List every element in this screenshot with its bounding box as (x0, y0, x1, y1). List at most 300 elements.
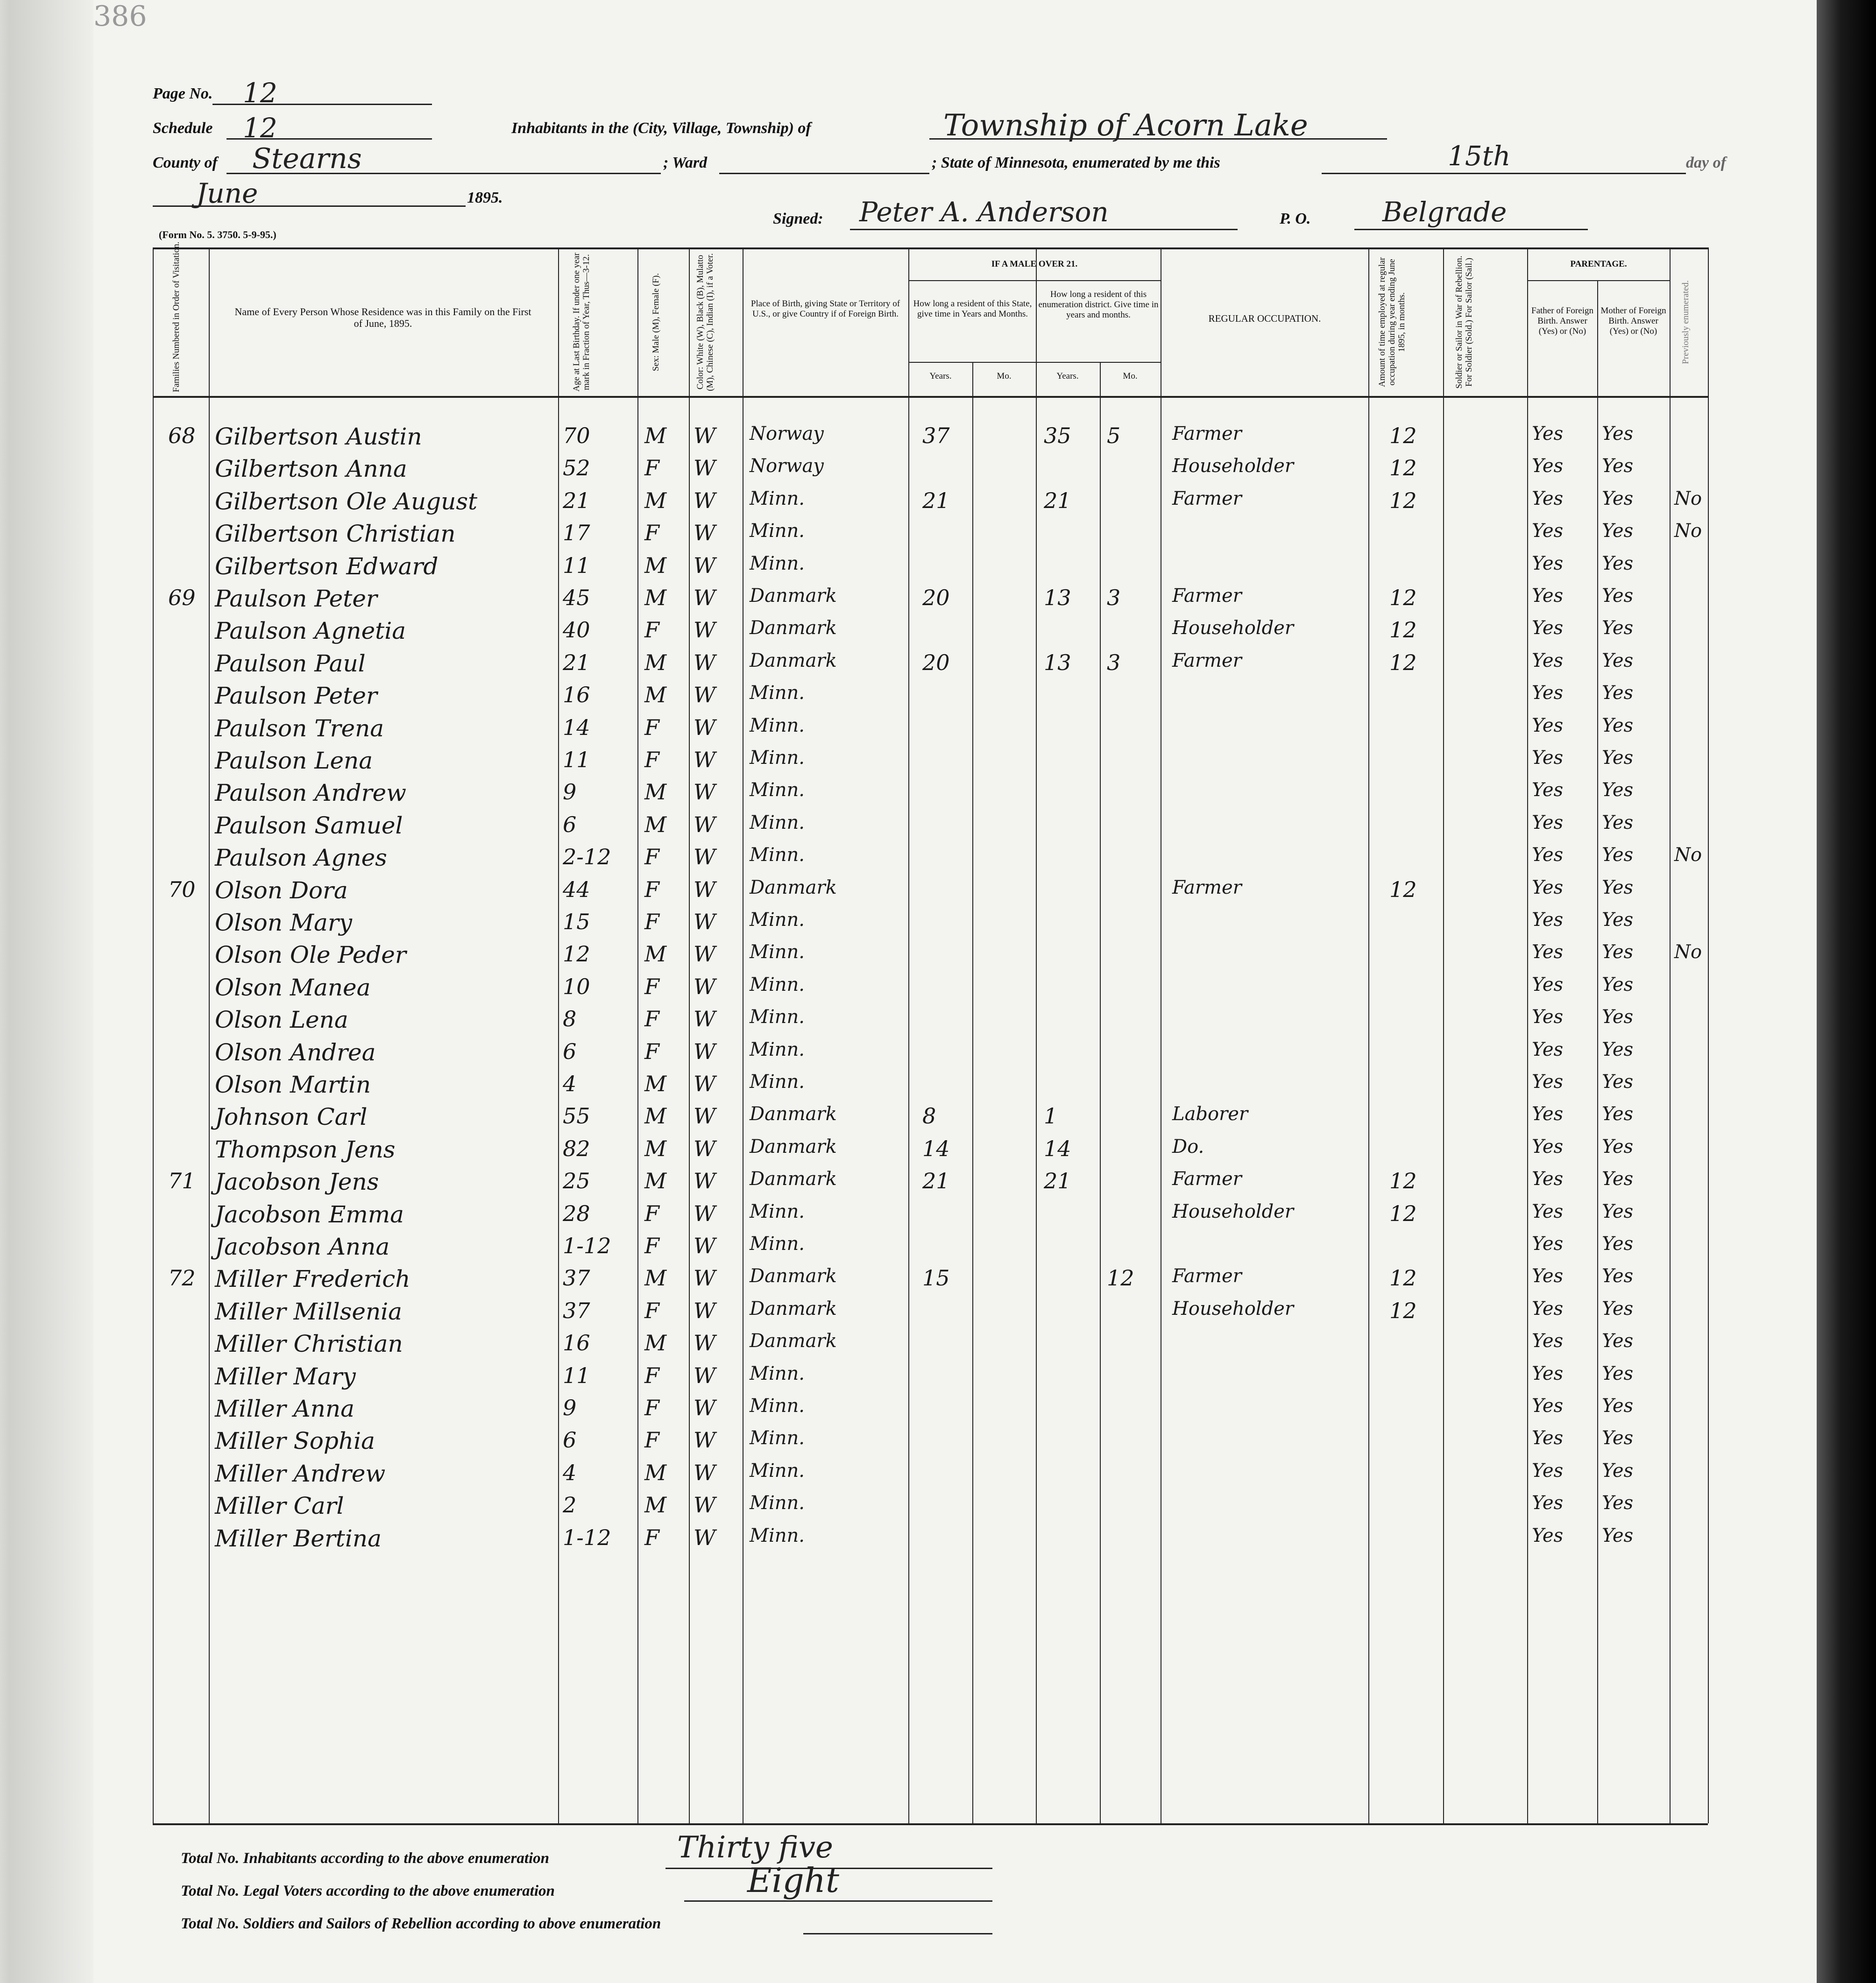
state-years-cell: 15 (922, 1265, 950, 1291)
birthplace-cell: Minn. (750, 1006, 805, 1028)
occupation-cell: Farmer (1172, 487, 1242, 509)
table-row (0, 1165, 1817, 1198)
mother-foreign-cell: Yes (1602, 1524, 1634, 1546)
person-name-cell: Jacobson Anna (215, 1233, 390, 1260)
person-name-cell: Paulson Samuel (215, 812, 403, 839)
birthplace-cell: Minn. (750, 779, 805, 801)
birthplace-cell: Danmark (750, 585, 837, 607)
person-name-cell: Olson Mary (215, 909, 352, 936)
mother-foreign-cell: Yes (1602, 1460, 1634, 1482)
state-years-cell: 8 (922, 1103, 936, 1129)
occupation-cell: Farmer (1172, 876, 1242, 898)
age-cell: 1-12 (563, 1524, 611, 1550)
schedule-value: 12 (243, 112, 277, 144)
color-cell: W (694, 1460, 716, 1485)
birthplace-cell: Minn. (750, 1460, 805, 1482)
table-row (0, 614, 1817, 647)
sex-cell: M (644, 552, 667, 578)
color-cell: W (694, 1524, 716, 1550)
mother-foreign-cell: Yes (1602, 649, 1634, 671)
col-occupation: REGULAR OCCUPATION. (1208, 313, 1321, 324)
table-row (0, 1295, 1817, 1327)
county-value: Stearns (252, 142, 362, 175)
previously-enumerated-cell: No (1674, 487, 1702, 509)
age-cell: 16 (563, 1330, 590, 1356)
occupation-cell: Laborer (1172, 1103, 1248, 1125)
age-cell: 6 (563, 1427, 577, 1453)
mother-foreign-cell: Yes (1602, 1265, 1634, 1287)
occupation-cell: Farmer (1172, 1168, 1242, 1190)
father-foreign-cell: Yes (1532, 1362, 1564, 1384)
family-number-cell: 72 (168, 1265, 196, 1291)
table-row (0, 1101, 1817, 1133)
person-name-cell: Paulson Andrew (215, 779, 406, 807)
birthplace-cell: Minn. (750, 1492, 805, 1514)
months-employed-cell: 12 (1389, 487, 1417, 513)
person-name-cell: Olson Manea (215, 974, 371, 1001)
mother-foreign-cell: Yes (1602, 714, 1634, 736)
color-cell: W (694, 747, 716, 772)
table-row (0, 1425, 1817, 1457)
township-value: Township of Acorn Lake (943, 108, 1308, 143)
person-name-cell: Jacobson Jens (215, 1168, 379, 1196)
color-cell: W (694, 1492, 716, 1518)
page-no-label: Page No. (153, 85, 213, 102)
table-header-border (153, 396, 1708, 398)
col-birthplace: Place of Birth, giving State or Territory of U.S., or give Country if of Foreign Birth. (750, 299, 900, 319)
table-top-border (153, 247, 1708, 249)
father-foreign-cell: Yes (1532, 1395, 1564, 1417)
district-years-cell: 35 (1044, 423, 1071, 448)
sex-cell: F (644, 747, 659, 772)
sex-cell: M (644, 941, 667, 967)
day-value: 15th (1448, 140, 1511, 172)
person-name-cell: Paulson Peter (215, 585, 377, 612)
birthplace-cell: Danmark (750, 1298, 837, 1320)
color-cell: W (694, 1362, 716, 1388)
mother-foreign-cell: Yes (1602, 1395, 1634, 1417)
col-mother: Mother of Foreign Birth. Answer (Yes) or (No) (1600, 306, 1666, 336)
person-name-cell: Gilbertson Ole August (215, 487, 478, 515)
color-cell: W (694, 1265, 716, 1291)
color-cell: W (694, 1427, 716, 1453)
mother-foreign-cell: Yes (1602, 909, 1634, 931)
color-cell: W (694, 812, 716, 837)
state-years-cell: 14 (922, 1136, 950, 1161)
color-cell: W (694, 876, 716, 902)
col-father: Father of Foreign Birth. Answer (Yes) or (No) (1531, 306, 1593, 336)
sex-cell: M (644, 649, 667, 675)
occupation-cell: Householder (1172, 455, 1294, 477)
mother-foreign-cell: Yes (1602, 1168, 1634, 1190)
person-name-cell: Miller Carl (215, 1492, 344, 1520)
mother-foreign-cell: Yes (1602, 844, 1634, 866)
sex-cell: F (644, 520, 659, 546)
birthplace-cell: Danmark (750, 1103, 837, 1125)
person-name-cell: Miller Andrew (215, 1460, 386, 1487)
birthplace-cell: Minn. (750, 747, 805, 769)
inhabitants-label: Inhabitants in the (City, Village, Township) of (511, 120, 811, 137)
age-cell: 44 (563, 876, 590, 902)
father-foreign-cell: Yes (1532, 1168, 1564, 1190)
mother-foreign-cell: Yes (1602, 876, 1634, 898)
color-cell: W (694, 487, 716, 513)
father-foreign-cell: Yes (1532, 1233, 1564, 1255)
birthplace-cell: Danmark (750, 1330, 837, 1352)
mother-foreign-cell: Yes (1602, 941, 1634, 963)
table-row (0, 1522, 1817, 1554)
birthplace-cell: Minn. (750, 1362, 805, 1384)
father-foreign-cell: Yes (1532, 1103, 1564, 1125)
sex-cell: M (644, 1168, 667, 1194)
age-cell: 10 (563, 974, 590, 999)
table-row (0, 452, 1817, 485)
sex-cell: F (644, 455, 659, 481)
color-cell: W (694, 1330, 716, 1356)
age-cell: 4 (563, 1460, 577, 1485)
color-cell: W (694, 1200, 716, 1226)
age-cell: 52 (563, 455, 590, 481)
family-number-cell: 71 (168, 1168, 196, 1194)
sex-cell: M (644, 682, 667, 708)
age-cell: 6 (563, 812, 577, 837)
day-line (1322, 173, 1686, 174)
person-name-cell: Paulson Trena (215, 714, 384, 742)
district-months-cell: 12 (1107, 1265, 1134, 1291)
col-soldier: Soldier or Sailor in War of Rebellion. For Soldier (Sold.) For Sailor (Sail.) (1454, 255, 1474, 389)
mother-foreign-cell: Yes (1602, 455, 1634, 477)
father-foreign-cell: Yes (1532, 909, 1564, 931)
months-employed-cell: 12 (1389, 585, 1417, 610)
mother-foreign-cell: Yes (1602, 1330, 1634, 1352)
months-employed-cell: 12 (1389, 1265, 1417, 1291)
sex-cell: F (644, 974, 659, 999)
person-name-cell: Paulson Agnetia (215, 617, 406, 645)
sex-cell: F (644, 1395, 659, 1420)
color-cell: W (694, 617, 716, 643)
age-cell: 6 (563, 1038, 577, 1064)
po-value: Belgrade (1382, 196, 1507, 228)
col-color: Color: White (W), Black (B), Mulatto (M), Chinese (C), Indian (I), if a Voter. (695, 253, 715, 391)
total-soldiers-line (803, 1933, 992, 1934)
sex-cell: F (644, 876, 659, 902)
color-cell: W (694, 1298, 716, 1323)
birthplace-cell: Minn. (750, 909, 805, 931)
birthplace-cell: Minn. (750, 941, 805, 963)
table-row (0, 1360, 1817, 1392)
state-years-cell: 20 (922, 585, 950, 610)
age-cell: 55 (563, 1103, 590, 1129)
years-mo-divider (908, 362, 1161, 363)
color-cell: W (694, 1395, 716, 1420)
age-cell: 37 (563, 1265, 590, 1291)
mother-foreign-cell: Yes (1602, 1200, 1634, 1222)
person-name-cell: Olson Ole Peder (215, 941, 406, 969)
occupation-cell: Farmer (1172, 1265, 1242, 1287)
age-cell: 17 (563, 520, 590, 546)
state-years-cell: 21 (922, 487, 950, 513)
sex-cell: M (644, 779, 667, 805)
state-years-cell: 21 (922, 1168, 950, 1194)
birthplace-cell: Minn. (750, 1071, 805, 1093)
father-foreign-cell: Yes (1532, 455, 1564, 477)
sex-cell: M (644, 812, 667, 837)
signed-label: Signed: (773, 210, 823, 227)
table-row (0, 1133, 1817, 1165)
sex-cell: F (644, 909, 659, 934)
birthplace-cell: Danmark (750, 649, 837, 671)
person-name-cell: Gilbertson Austin (215, 423, 422, 450)
person-name-cell: Olson Dora (215, 876, 348, 904)
col-state-mo: Mo. (997, 371, 1012, 381)
table-row (0, 1392, 1817, 1425)
person-name-cell: Jacobson Emma (215, 1200, 404, 1228)
color-cell: W (694, 779, 716, 805)
year-label: 1895. (467, 189, 503, 206)
birthplace-cell: Minn. (750, 682, 805, 704)
age-cell: 45 (563, 585, 590, 610)
male-over-21-divider (908, 280, 1161, 281)
father-foreign-cell: Yes (1532, 812, 1564, 833)
age-cell: 15 (563, 909, 590, 934)
col-sex: Sex: Male (M), Female (F). (651, 273, 661, 372)
total-voters-value: Eight (747, 1861, 839, 1900)
table-row (0, 906, 1817, 939)
father-foreign-cell: Yes (1532, 487, 1564, 509)
father-foreign-cell: Yes (1532, 941, 1564, 963)
age-cell: 11 (563, 747, 590, 772)
total-voters-line (684, 1900, 992, 1902)
mother-foreign-cell: Yes (1602, 487, 1634, 509)
color-cell: W (694, 423, 716, 448)
months-employed-cell: 12 (1389, 1200, 1417, 1226)
mother-foreign-cell: Yes (1602, 1071, 1634, 1093)
total-voters-label: Total No. Legal Voters according to the above enumeration (181, 1883, 555, 1899)
sex-cell: M (644, 1492, 667, 1518)
age-cell: 28 (563, 1200, 590, 1226)
table-row (0, 485, 1817, 517)
po-line (1354, 229, 1588, 230)
table-row (0, 679, 1817, 712)
col-resident-district: How long a resident of this enumeration district. Give time in years and months. (1038, 289, 1159, 320)
person-name-cell: Gilbertson Anna (215, 455, 407, 483)
mother-foreign-cell: Yes (1602, 812, 1634, 833)
birthplace-cell: Minn. (750, 1200, 805, 1222)
sex-cell: M (644, 1265, 667, 1291)
father-foreign-cell: Yes (1532, 1200, 1564, 1222)
ward-line (719, 173, 929, 174)
color-cell: W (694, 844, 716, 870)
sex-cell: F (644, 844, 659, 870)
age-cell: 14 (563, 714, 590, 740)
father-foreign-cell: Yes (1532, 1136, 1564, 1157)
age-cell: 4 (563, 1071, 577, 1096)
mother-foreign-cell: Yes (1602, 682, 1634, 704)
sex-cell: M (644, 1460, 667, 1485)
col-male-over-21: IF A MALE OVER 21. (991, 259, 1078, 269)
col-parentage: PARENTAGE. (1570, 259, 1627, 269)
po-label: P. O. (1280, 210, 1311, 227)
color-cell: W (694, 1038, 716, 1064)
age-cell: 21 (563, 487, 590, 513)
father-foreign-cell: Yes (1532, 1524, 1564, 1546)
birthplace-cell: Minn. (750, 974, 805, 995)
occupation-cell: Do. (1172, 1136, 1204, 1157)
table-row (0, 712, 1817, 744)
father-foreign-cell: Yes (1532, 682, 1564, 704)
sex-cell: F (644, 1233, 659, 1258)
father-foreign-cell: Yes (1532, 1492, 1564, 1514)
father-foreign-cell: Yes (1532, 617, 1564, 639)
color-cell: W (694, 1071, 716, 1096)
district-months-cell: 3 (1107, 585, 1121, 610)
birthplace-cell: Minn. (750, 487, 805, 509)
district-months-cell: 3 (1107, 649, 1121, 675)
total-soldiers-label: Total No. Soldiers and Sailors of Rebellion according to above enumeration (181, 1915, 661, 1932)
birthplace-cell: Danmark (750, 617, 837, 639)
parentage-divider (1527, 280, 1670, 281)
person-name-cell: Miller Sophia (215, 1427, 375, 1455)
occupation-cell: Farmer (1172, 649, 1242, 671)
birthplace-cell: Minn. (750, 812, 805, 833)
mother-foreign-cell: Yes (1602, 1427, 1634, 1449)
table-row (0, 1036, 1817, 1068)
color-cell: W (694, 649, 716, 675)
age-cell: 70 (563, 423, 590, 448)
signed-line (850, 229, 1238, 230)
person-name-cell: Olson Martin (215, 1071, 371, 1098)
sex-cell: M (644, 1071, 667, 1096)
form-number: (Form No. 5. 3750. 5-9-95.) (159, 229, 276, 240)
color-cell: W (694, 1103, 716, 1129)
birthplace-cell: Danmark (750, 1168, 837, 1190)
person-name-cell: Miller Anna (215, 1395, 354, 1422)
color-cell: W (694, 552, 716, 578)
person-name-cell: Johnson Carl (215, 1103, 368, 1131)
months-employed-cell: 12 (1389, 455, 1417, 481)
person-name-cell: Paulson Peter (215, 682, 377, 710)
sex-cell: M (644, 1103, 667, 1129)
col-age: Age at Last Birthday. If under one year mark in Fraction of Year, Thus—3-12. (572, 253, 591, 392)
father-foreign-cell: Yes (1532, 747, 1564, 769)
birthplace-cell: Danmark (750, 1136, 837, 1157)
birthplace-cell: Minn. (750, 1524, 805, 1546)
father-foreign-cell: Yes (1532, 1038, 1564, 1060)
age-cell: 9 (563, 779, 577, 805)
mother-foreign-cell: Yes (1602, 779, 1634, 801)
age-cell: 1-12 (563, 1233, 611, 1258)
day-of-label: day of (1686, 154, 1726, 171)
birthplace-cell: Minn. (750, 1233, 805, 1255)
birthplace-cell: Minn. (750, 1038, 805, 1060)
father-foreign-cell: Yes (1532, 1071, 1564, 1093)
sex-cell: M (644, 1136, 667, 1161)
color-cell: W (694, 1233, 716, 1258)
district-years-cell: 13 (1044, 649, 1071, 675)
months-employed-cell: 12 (1389, 1298, 1417, 1323)
table-row (0, 1327, 1817, 1360)
col-state-years: Years. (929, 371, 952, 381)
age-cell: 40 (563, 617, 590, 643)
mother-foreign-cell: Yes (1602, 1038, 1634, 1060)
sex-cell: F (644, 1362, 659, 1388)
father-foreign-cell: Yes (1532, 1298, 1564, 1320)
person-name-cell: Paulson Paul (215, 649, 366, 677)
district-years-cell: 21 (1044, 1168, 1071, 1194)
sex-cell: F (644, 617, 659, 643)
age-cell: 8 (563, 1006, 577, 1032)
page-no-value: 12 (243, 77, 277, 109)
sex-cell: M (644, 423, 667, 448)
color-cell: W (694, 682, 716, 708)
col-name: Name of Every Person Whose Residence was in this Family on the First of June, 1895. (234, 306, 531, 330)
father-foreign-cell: Yes (1532, 1460, 1564, 1482)
table-row (0, 1198, 1817, 1230)
months-employed-cell: 12 (1389, 423, 1417, 448)
table-row (0, 517, 1817, 550)
table-row (0, 550, 1817, 582)
table-row (0, 582, 1817, 614)
sex-cell: M (644, 487, 667, 513)
sex-cell: F (644, 1298, 659, 1323)
person-name-cell: Gilbertson Christian (215, 520, 456, 548)
previously-enumerated-cell: No (1674, 941, 1702, 963)
sex-cell: F (644, 1427, 659, 1453)
father-foreign-cell: Yes (1532, 423, 1564, 445)
father-foreign-cell: Yes (1532, 585, 1564, 607)
color-cell: W (694, 714, 716, 740)
sex-cell: F (644, 714, 659, 740)
col-district-years: Years. (1056, 371, 1079, 381)
father-foreign-cell: Yes (1532, 779, 1564, 801)
sex-cell: F (644, 1006, 659, 1032)
age-cell: 11 (563, 552, 590, 578)
occupation-cell: Householder (1172, 1200, 1294, 1222)
father-foreign-cell: Yes (1532, 876, 1564, 898)
table-bottom-border (153, 1823, 1708, 1825)
mother-foreign-cell: Yes (1602, 520, 1634, 542)
age-cell: 37 (563, 1298, 590, 1323)
birthplace-cell: Danmark (750, 876, 837, 898)
mother-foreign-cell: Yes (1602, 1136, 1634, 1157)
color-cell: W (694, 1168, 716, 1194)
age-cell: 82 (563, 1136, 590, 1161)
birthplace-cell: Minn. (750, 1395, 805, 1417)
person-name-cell: Miller Christian (215, 1330, 403, 1358)
mother-foreign-cell: Yes (1602, 974, 1634, 995)
family-number-cell: 69 (168, 585, 196, 610)
mother-foreign-cell: Yes (1602, 1362, 1634, 1384)
color-cell: W (694, 1136, 716, 1161)
months-employed-cell: 12 (1389, 649, 1417, 675)
color-cell: W (694, 455, 716, 481)
father-foreign-cell: Yes (1532, 1427, 1564, 1449)
age-cell: 25 (563, 1168, 590, 1194)
age-cell: 2 (563, 1492, 577, 1518)
col-families: Families Numbered in Order of Visitation. (171, 241, 181, 392)
months-employed-cell: 12 (1389, 876, 1417, 902)
person-name-cell: Miller Frederich (215, 1265, 411, 1293)
mother-foreign-cell: Yes (1602, 1233, 1634, 1255)
mother-foreign-cell: Yes (1602, 1298, 1634, 1320)
sex-cell: M (644, 1330, 667, 1356)
age-cell: 11 (563, 1362, 590, 1388)
mother-foreign-cell: Yes (1602, 1103, 1634, 1125)
previously-enumerated-cell: No (1674, 844, 1702, 866)
col-district-mo: Mo. (1123, 371, 1138, 381)
mother-foreign-cell: Yes (1602, 585, 1634, 607)
district-years-cell: 1 (1044, 1103, 1058, 1129)
